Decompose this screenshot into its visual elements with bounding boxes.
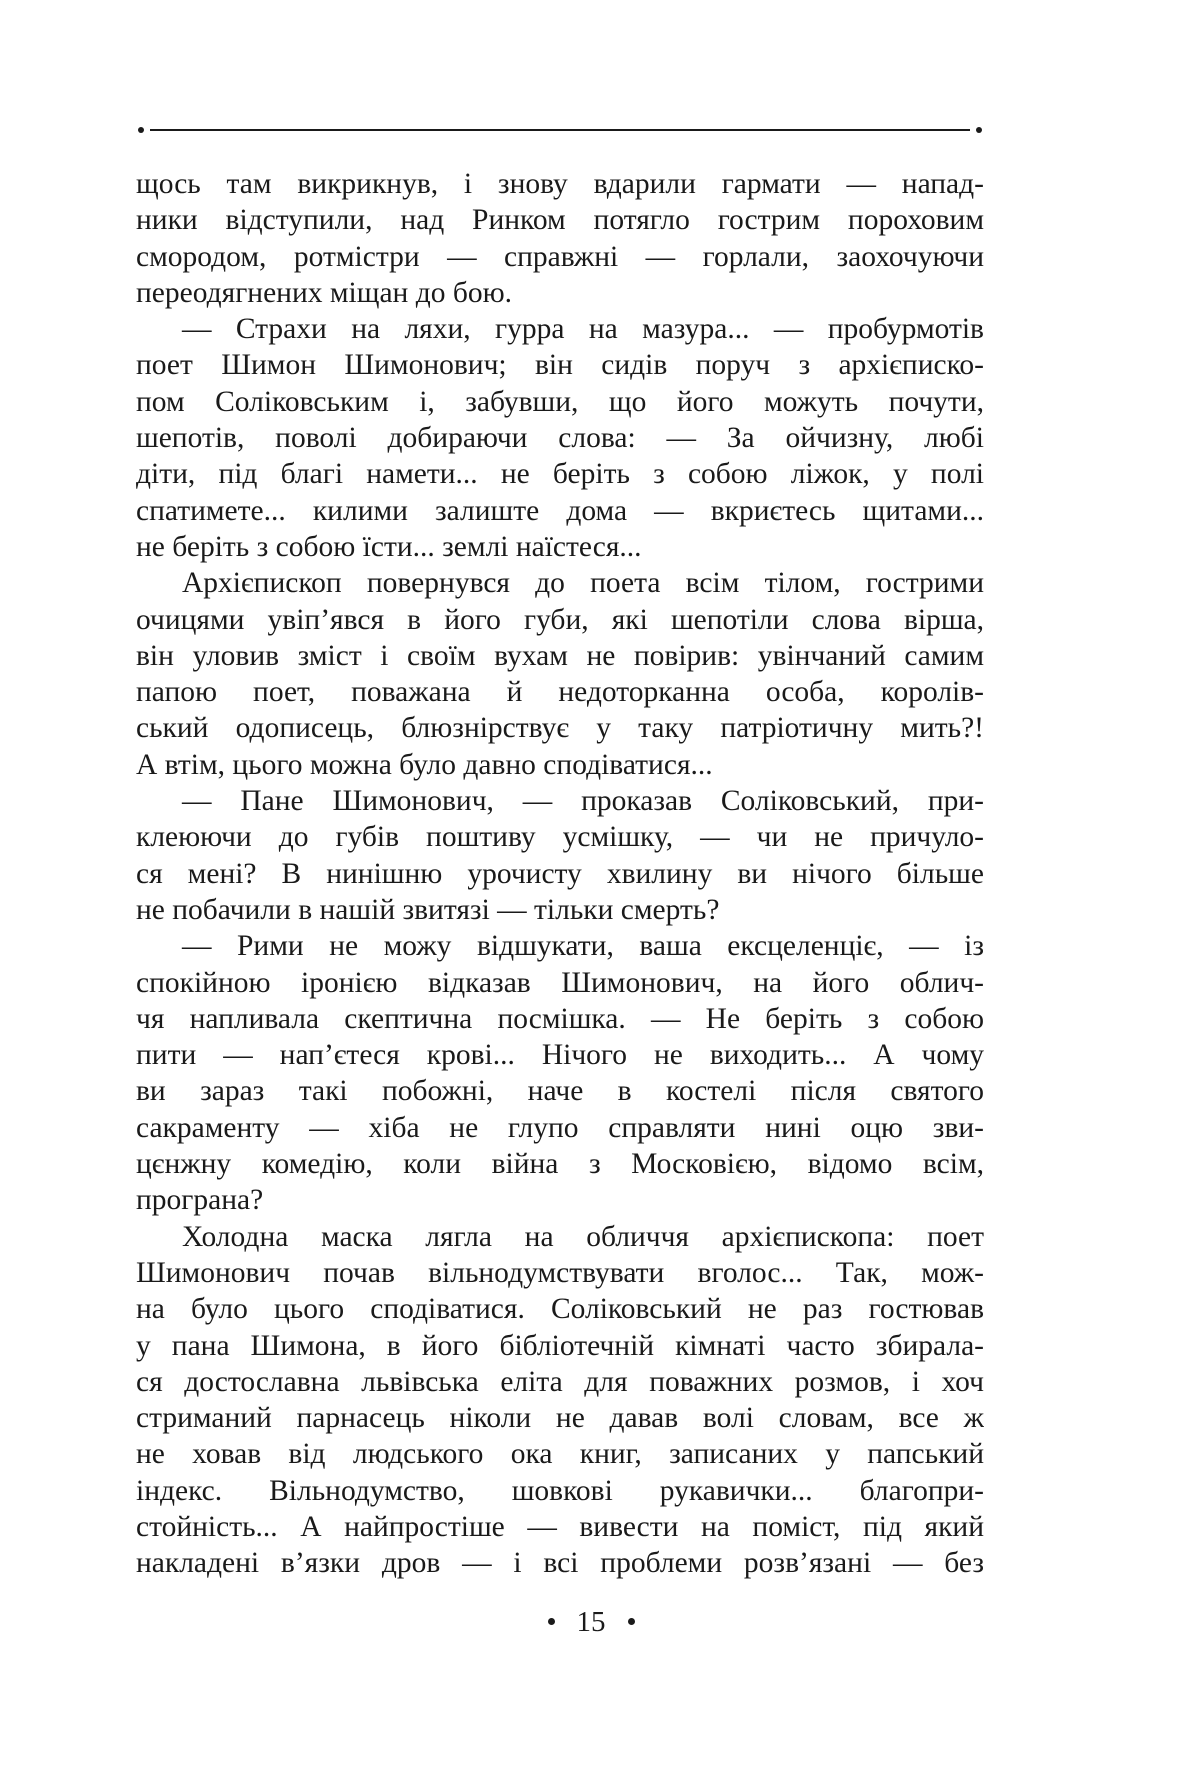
text-line: ся достославна львівська еліта для поважних розмов, і хоч xyxy=(136,1365,984,1398)
body-text xyxy=(136,166,984,1582)
text-line: ся мені? В нинішню урочисту хвилину ви нічого більше xyxy=(136,857,984,890)
text-line: очицями увіп’явся в його губи, які шепотіли слова вірша, xyxy=(136,603,984,636)
text-line: чя напливала скептична посмішка. — Не беріть з собою xyxy=(136,1002,984,1035)
text-line: не беріть з собою їсти... землі наїстеся... xyxy=(136,530,642,563)
page-number-footer xyxy=(0,1606,1182,1639)
text-line: діти, під благі намети... не беріть з собою ліжок, у полі xyxy=(136,458,984,491)
text-line: на було цього сподіватися. Соліковський не раз гостював xyxy=(136,1293,984,1326)
text-line: накладені в’язки дров — і всі проблеми розв’язані — без xyxy=(136,1547,984,1580)
text-line: — Страхи на ляхи, гурра на мазура... — пробурмотів xyxy=(182,313,984,346)
header-rule-left-dot xyxy=(138,127,144,133)
text-line: — Рими не можу відшукати, ваша ексцеленціє, — із xyxy=(182,930,984,963)
text-line: сакраменту — хіба не глупо справляти нині оцю зви- xyxy=(136,1111,984,1144)
text-line: не ховав від людського ока книг, записаних у папський xyxy=(136,1438,984,1471)
text-line: спокійною іронією відказав Шимонович, на його облич- xyxy=(136,966,984,999)
text-line: у пана Шимона, в його бібліотечній кімнаті часто збирала- xyxy=(136,1329,984,1362)
text-line: щось там викрикнув, і знову вдарили гармати — напад- xyxy=(136,168,984,200)
folio-right-bullet xyxy=(628,1618,635,1625)
text-line: Архієпископ повернувся до поета всім тілом, гострими xyxy=(182,567,984,600)
text-line: стойність... А найпростіше — вивести на поміст, під який xyxy=(136,1510,984,1543)
text-line: Шимонович почав вільнодумствувати вголос... Так, мож- xyxy=(136,1256,984,1289)
text-line: стриманий парнасець ніколи не давав волі словам, все ж xyxy=(136,1402,984,1435)
text-line: — Пане Шимонович, — проказав Соліковський, при- xyxy=(182,785,984,818)
text-line: ський одописець, блюзнірствує у таку патріотичну мить?! xyxy=(136,712,984,745)
text-line: пом Соліковським і, забувши, що його можуть почути, xyxy=(136,385,984,418)
text-line: шепотів, поволі добираючи слова: — За ойчизну, любі xyxy=(136,422,984,455)
text-line: програна? xyxy=(136,1184,264,1217)
header-rule-line xyxy=(150,129,970,131)
page-number: 15 xyxy=(576,1606,606,1638)
text-line: смородом, ротмістри — справжні — горлали, заохочуючи xyxy=(136,240,984,273)
text-line: Холодна маска лягла на обличчя архієпископа: поет xyxy=(182,1220,984,1253)
text-line: пити — нап’єтеся крові... Нічого не виходить... А чому xyxy=(136,1039,984,1072)
text-line: спатимете... килими залиште дома — вкриєтесь щитами... xyxy=(136,494,984,527)
text-line: не побачили в нашій звитязі — тільки смерть? xyxy=(136,893,720,926)
text-line: А втім, цього можна було давно сподіватися... xyxy=(136,748,713,781)
folio-left-bullet xyxy=(548,1618,555,1625)
text-line: цєнжну комедію, коли війна з Московією, відомо всім, xyxy=(136,1148,984,1181)
text-line: ники відступили, над Ринком потягло гострим пороховим xyxy=(136,204,984,237)
text-line: поет Шимон Шимонович; він сидів поруч з архієпиcко- xyxy=(136,349,984,382)
text-line: папою поет, поважана й недоторканна особа, королів- xyxy=(136,676,984,709)
text-line: індекс. Вільнодумство, шовкові рукавички... благопри- xyxy=(136,1474,984,1507)
text-line: ви зараз такі побожні, наче в костелі після святого xyxy=(136,1075,984,1108)
header-rule xyxy=(138,124,982,136)
text-line: переодягнених міщан до бою. xyxy=(136,276,513,309)
header-rule-right-dot xyxy=(976,127,982,133)
text-line: він уловив зміст і своїм вухам не повірив: увінчаний самим xyxy=(136,639,984,672)
text-line: клеюючи до губів поштиву усмішку, — чи не причуло- xyxy=(136,821,984,854)
